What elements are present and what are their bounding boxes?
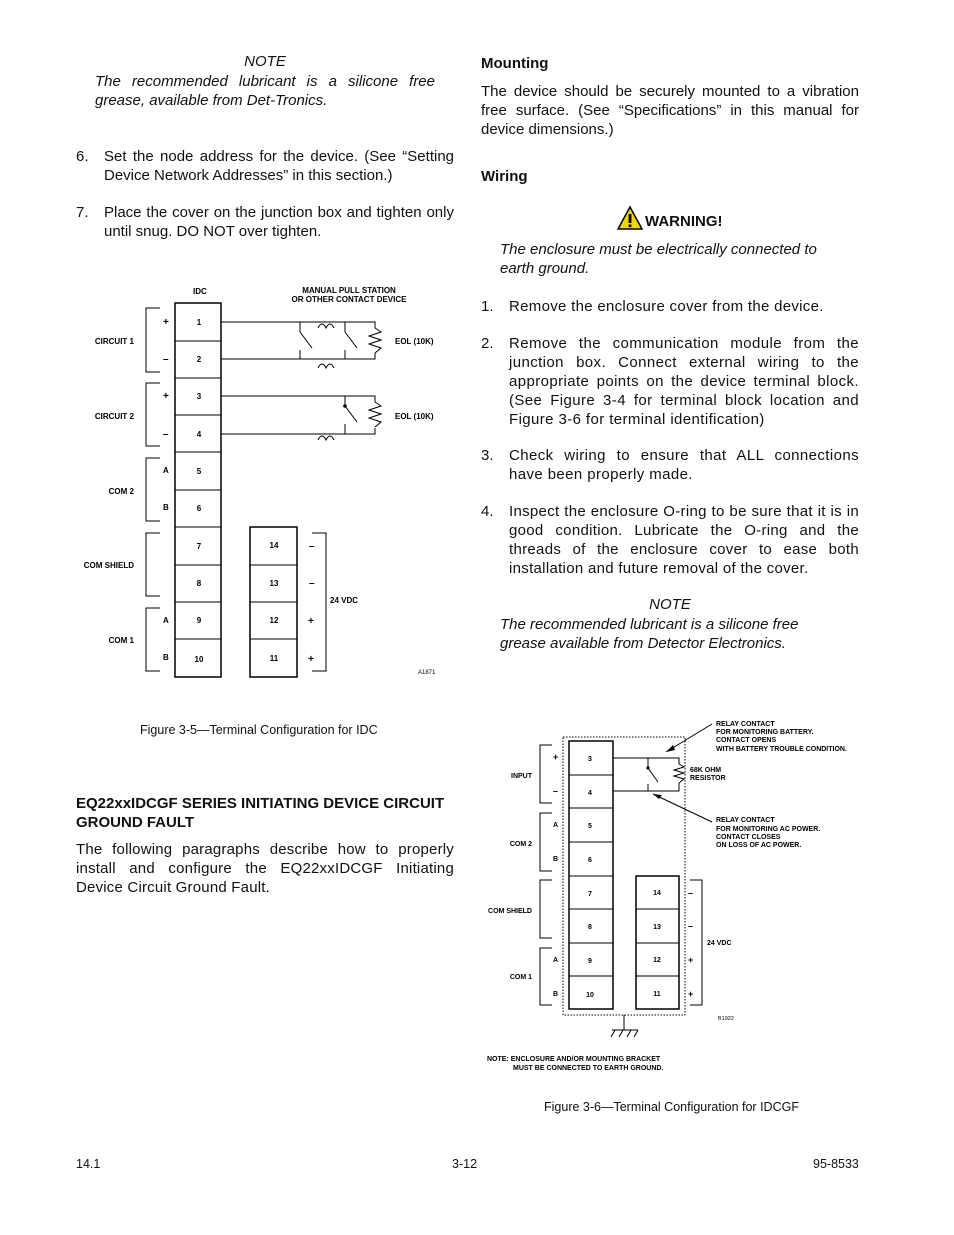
step-text: Check wiring to ensure that ALL connections have been properly made. [509,447,859,483]
polarity-label: – [688,921,694,931]
mounting-body: The device should be securely mounted to a vibration free surface. (See “Specifications” in this manual for device dimensions.) [481,83,859,138]
step-number: 7. [76,204,89,221]
com2-label: COM 2 [509,841,532,848]
vdc-label: 24 VDC [707,940,732,947]
section-body: The following paragraphs describe how to properly install and configure the EQ22xxIDCGF Initiating Device Circuit Ground Fault. [76,841,454,896]
polarity-label: – [688,888,694,898]
polarity-label: – [309,578,315,589]
terminal-label: 14 [269,541,279,550]
step-6 [76,147,454,185]
note-title: NOTE [649,596,691,613]
relay2-line1: RELAY CONTACT [716,817,775,824]
device-label-2: OR OTHER CONTACT DEVICE [291,295,407,304]
terminal-label: 10 [194,655,204,664]
step-text: Remove the enclosure cover from the device. [509,298,824,315]
com2-b-label: B [163,503,169,512]
terminal-label: 5 [588,823,592,830]
terminal-label: 10 [586,992,594,999]
com-shield-label: COM SHIELD [83,561,134,570]
warning-triangle-icon [616,205,644,231]
figure-caption: Figure 3-5—Terminal Configuration for IDC [140,723,378,737]
terminal-label: 9 [196,616,202,625]
polarity-minus: – [163,429,169,440]
polarity-plus: + [163,391,169,402]
wiring-heading-text: Wiring [481,168,528,185]
mounting-heading-text: Mounting [481,55,549,72]
resistor-line1: 68K OHM [690,767,722,774]
relay2-line4: ON LOSS OF AC POWER. [716,842,802,849]
note-body: The recommended lubricant is a silicone free grease, available from Det-Tronics. [95,73,435,109]
eol2-label: EOL (10K) [395,412,434,421]
step-text: Remove the communication module from the junction box. Connect external wiring to the appropriate points on the device terminal block. (See Figure 3-4 for terminal block location and Figure 3-6 for terminal identification) [509,335,859,428]
relay1-line2: FOR MONITORING BATTERY. [716,729,814,736]
step-number: 6. [76,148,89,165]
figure-code: A1871 [418,670,436,676]
com1-label: COM 1 [509,974,532,981]
terminal-label: 11 [269,654,279,663]
terminal-label: 8 [196,579,202,588]
terminal-label: 14 [653,890,661,897]
wiring-heading [481,167,528,186]
idc-label: IDC [193,287,207,296]
footer-doc-number: 95-8533 [813,1157,859,1171]
step-number: 3. [481,447,494,464]
note-title: NOTE [244,53,286,70]
step-text: Set the node address for the device. (See “Setting Device Network Addresses” in this section.) [104,148,454,184]
step-number: 4. [481,503,494,520]
wiring-step [481,502,859,578]
warning-body: The enclosure must be electrically connected to earth ground. [500,241,817,277]
figure-code: B1922 [718,1016,734,1022]
ground-note-line2: MUST BE CONNECTED TO EARTH GROUND. [513,1065,664,1072]
device-label-1: MANUAL PULL STATION [302,286,396,295]
terminal-label: 6 [196,504,202,513]
com1-b-label: B [163,653,169,662]
polarity-plus: + [553,752,559,762]
terminal-label: 13 [269,579,279,588]
resistor-line2: RESISTOR [690,775,726,782]
com1-a-label: A [163,616,169,625]
section-heading [76,794,454,832]
terminal-label: 1 [196,318,202,327]
note-body: The recommended lubricant is a silicone free grease available from Detector Electronics. [500,616,799,652]
terminal-label: 4 [196,430,202,439]
warning-label: WARNING! [645,213,723,230]
com2-a-label: A [163,466,169,475]
com1-b-label: B [553,991,559,998]
com2-label: COM 2 [108,487,134,496]
step-text: Inspect the enclosure O-ring to be sure that it is in good condition. Lubricate the O-ring and the threads of the enclosure cover to ease both installation and future removal of the cover. [509,503,859,577]
polarity-label: + [308,616,314,627]
figure-caption: Figure 3-6—Terminal Configuration for IDCGF [544,1100,799,1114]
relay1-line1: RELAY CONTACT [716,721,775,728]
step-text: Place the cover on the junction box and tighten only until snug. DO NOT over tighten. [104,204,454,240]
relay1-line4: WITH BATTERY TROUBLE CONDITION. [716,746,847,753]
idcgf-wiring-diagram [470,712,870,1082]
section-heading-text: EQ22xxIDCGF SERIES INITIATING DEVICE CIRCUIT GROUND FAULT [76,795,445,831]
terminal-label: 7 [588,891,592,898]
relay2-line3: CONTACT CLOSES [716,834,781,841]
terminal-label: 6 [588,857,592,864]
input-label: INPUT [511,773,532,780]
com1-label: COM 1 [108,636,134,645]
step-7 [76,203,454,241]
com-shield-label: COM SHIELD [488,908,532,915]
terminal-label: 12 [269,616,279,625]
wiring-step [481,446,859,484]
footer-revision: 14.1 [76,1157,101,1171]
terminal-label: 2 [196,355,202,364]
wiring-step [481,297,859,316]
step-number: 2. [481,335,494,352]
eol1-label: EOL (10K) [395,337,434,346]
polarity-minus: – [553,786,559,796]
polarity-label: – [309,541,315,552]
footer-page-number: 3-12 [452,1157,478,1171]
step-number: 1. [481,298,494,315]
terminal-label: 3 [588,756,592,763]
terminal-label: 7 [196,542,202,551]
idc-wiring-diagram [60,280,460,690]
terminal-label: 3 [196,392,202,401]
vdc-label: 24 VDC [330,596,359,605]
circuit1-label: CIRCUIT 1 [94,337,134,346]
polarity-minus: – [163,354,169,365]
polarity-label: + [688,989,694,999]
terminal-label: 11 [653,991,661,998]
terminal-label: 8 [588,924,592,931]
com2-a-label: A [553,822,559,829]
warning-header [616,203,723,231]
relay1-line3: CONTACT OPENS [716,737,777,744]
com1-a-label: A [553,957,559,964]
com2-b-label: B [553,856,559,863]
terminal-label: 9 [588,958,592,965]
terminal-label: 12 [653,957,661,964]
ground-note-line1: NOTE: ENCLOSURE AND/OR MOUNTING BRACKET [487,1056,661,1063]
polarity-plus: + [163,317,169,328]
circuit2-label: CIRCUIT 2 [94,412,134,421]
polarity-label: + [688,955,694,965]
mounting-heading [481,54,548,73]
wiring-step [481,334,859,429]
relay2-line2: FOR MONITORING AC POWER. [716,826,821,833]
terminal-label: 5 [196,467,202,476]
polarity-label: + [308,654,314,665]
terminal-label: 4 [588,790,592,797]
terminal-label: 13 [653,924,661,931]
